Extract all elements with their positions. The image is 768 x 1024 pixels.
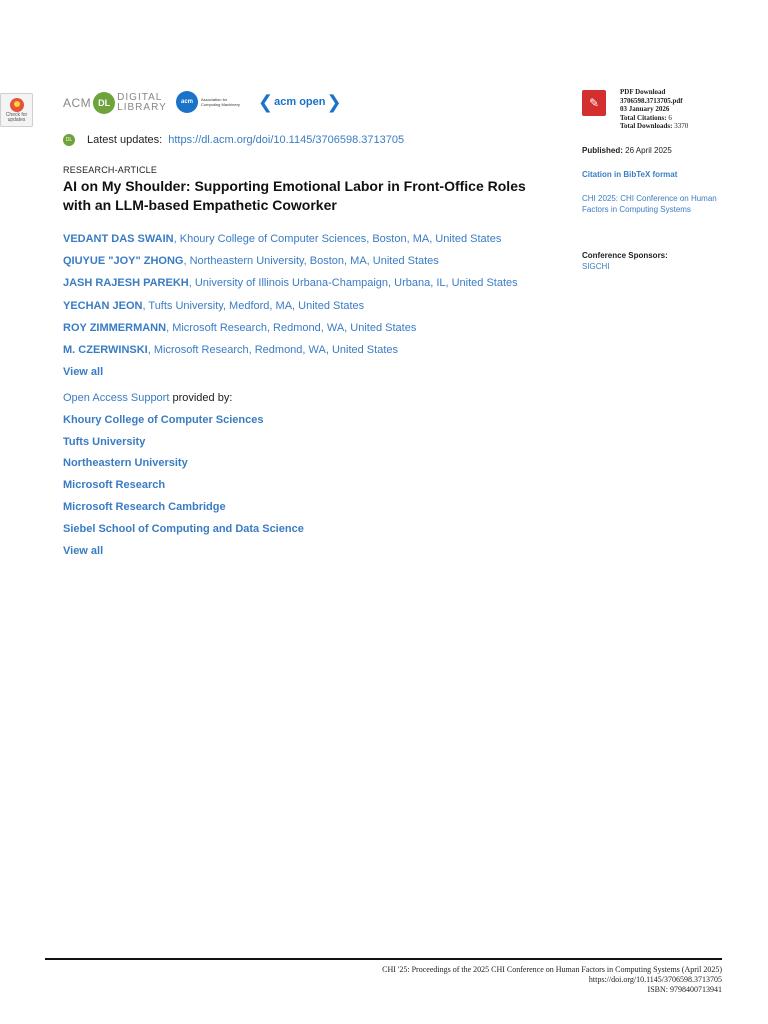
footer-proceedings: CHI '25: Proceedings of the 2025 CHI Conference on Human Factors in Computing Systems (April 2025) [382,965,722,974]
author-item[interactable]: ROY ZIMMERMANN, Microsoft Research, Redmond, WA, United States [63,321,417,334]
latest-updates-label: Latest updates: [87,134,163,146]
pdf-date: 03 January 2026 [620,105,670,113]
published-date: Published: 26 April 2025 [582,146,672,155]
acm-open-logo[interactable] [258,91,342,113]
institution-link[interactable]: Khoury College of Computer Sciences [63,413,264,426]
authors-view-all-link[interactable]: View all [63,366,104,379]
sponsor-link[interactable]: SIGCHI [582,262,610,271]
check-for-updates-label: Check for updates [5,112,28,123]
pdf-icon[interactable]: ✎ [582,90,606,116]
dl-mini-icon: DL [63,134,75,146]
open-access-section [63,388,463,562]
pdf-download-info[interactable] [620,88,688,131]
crossmark-icon [10,98,24,112]
right-chevron-icon: ❯ [326,92,342,112]
association-text: Association for Computing Machinery [201,97,240,107]
left-chevron-icon: ❮ [258,92,274,112]
acm-association-logo[interactable] [176,91,245,113]
latest-updates-link[interactable]: https://dl.acm.org/doi/10.1145/3706598.3713705 [168,134,405,146]
dl-logo-icon: DL [93,92,115,114]
open-access-heading: Open Access Support provided by: [63,392,233,404]
institution-link[interactable]: Siebel School of Computing and Data Science [63,522,304,535]
open-access-support-link[interactable]: Open Access Support [63,392,170,404]
footer-divider [45,958,722,960]
author-item[interactable]: JASH RAJESH PAREKH, University of Illinois Urbana-Champaign, Urbana, IL, United States [63,277,518,290]
acm-circle-icon: acm [176,91,198,113]
conference-link[interactable]: CHI 2025: CHI Conference on Human Factors in Computing Systems [582,194,717,214]
author-item[interactable]: YECHAN JEON, Tufts University, Medford, MA, United States [63,299,365,312]
acm-open-text: acm open [274,96,326,108]
institution-link[interactable]: Microsoft Research [63,479,166,492]
acm-logo-text: ACM [63,96,92,110]
author-item[interactable]: VEDANT DAS SWAIN, Khoury College of Computer Sciences, Boston, MA, United States [63,233,502,245]
author-item[interactable]: M. CZERWINSKI, Microsoft Research, Redmond, WA, United States [63,344,398,357]
acm-digital-library-logo[interactable] [63,89,167,117]
footer-doi[interactable]: https://doi.org/10.1145/3706598.3713705 [588,975,722,984]
footer [382,965,722,995]
institution-link[interactable]: Northeastern University [63,457,188,470]
bibtex-citation-link[interactable]: Citation in BibTeX format [582,170,678,179]
check-for-updates-badge[interactable] [0,93,33,127]
digital-library-text: DIGITAL LIBRARY [117,92,167,113]
pdf-file-name: 3706598.3713705.pdf [620,96,683,105]
pdf-download-label: PDF Download [620,88,666,96]
conference-sponsors-label: Conference Sponsors: [582,251,668,260]
article-type: RESEARCH-ARTICLE [63,165,158,175]
author-list [63,228,563,383]
author-item[interactable]: QIUYUE "JOY" ZHONG, Northeastern University, Boston, MA, United States [63,255,439,268]
total-downloads: Total Downloads: 3370 [620,122,689,130]
institutions-view-all-link[interactable]: View all [63,544,104,557]
institution-link[interactable]: Tufts University [63,435,146,448]
total-citations: Total Citations: 6 [620,113,672,122]
page-title: AI on My Shoulder: Supporting Emotional Labor in Front-Office Roles with an LLM-based Empathetic Coworker [63,178,526,213]
latest-updates [63,134,404,146]
footer-isbn: ISBN: 9798400713941 [647,985,722,994]
institution-link[interactable]: Microsoft Research Cambridge [63,500,226,513]
